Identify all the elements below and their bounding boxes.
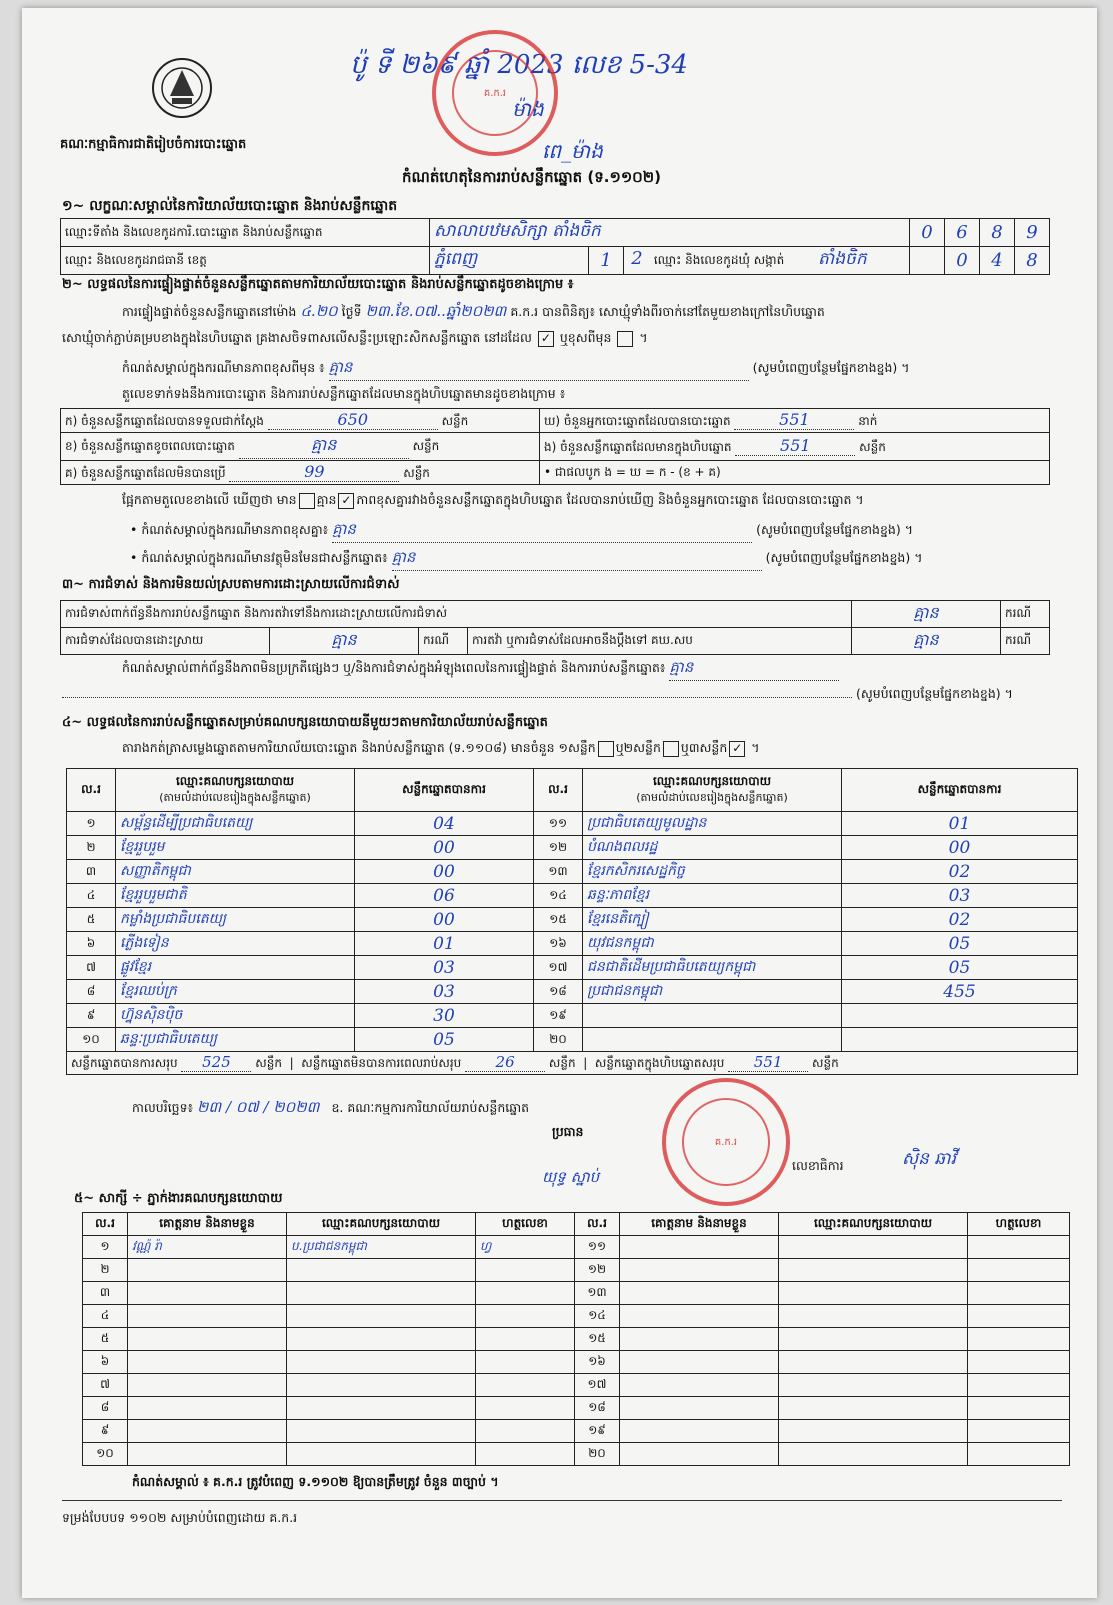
table-row	[83, 1305, 1070, 1328]
voters-count-value: 551	[734, 410, 854, 430]
party-name-cell: ខ្មែររួបរួមជាតិ	[116, 884, 355, 908]
note3: • កំណត់សម្គាល់ក្នុងករណីមានវត្ថុមិនមែនជាសន្លឹកឆ្នោត៖ គ្មាន (សូមបំពេញបន្ថែមផ្នែកខាងខ្នង) ។	[130, 548, 1070, 571]
witness-name-cell	[620, 1328, 779, 1351]
witness-signature-cell	[476, 1374, 575, 1397]
figures-table: ក) ចំនួនសន្លឹកឆ្នោតដែលបានទទួលជាក់ស្តែង 650 សន្លឹក ឃ) ចំនួនអ្នកបោះឆ្នោតដែលបានបោះឆ្នោត 551 នាក់ ខ) ចំនួនសន្លឹកឆ្នោតខូចពេលបោះឆ្នោត គ្មាន សន្លឹក ង) ចំនួនសន្លឹកឆ្នោតដែលមានក្នុងហិបឆ្នោត 551 សន្លឹក គ) ចំនួនសន្លឹកឆ្នោតដែលមិនបានប្រើ 99 សន្លឹក • ជាផលបូក ង = ឃ = ក - (ខ + គ)	[60, 408, 1050, 485]
date-line: កាលបរិច្ឆេទ៖ ២៣ / ០៧ / ២០២៣ ឧ. គណៈកម្មការការិយាល័យរាប់សន្លឹកឆ្នោត	[132, 1098, 530, 1116]
date-value: ២៣ / ០៧ / ២០២៣	[197, 1098, 320, 1116]
party-name-cell: សម្ព័ន្ធដើម្បីប្រជាធិបតេយ្យ	[116, 812, 355, 836]
verification-line1: ការផ្ទៀងផ្ទាត់ចំនួនសន្លឹកឆ្នោតនៅម៉ោង ៤.២០ ថ្ងៃទី ២៣.ខែ.០៧..ឆ្នាំ២០២៣ គ.ក.រ បានពិនិត្យ៖ សោឃ្មុំទាំងពីរចាក់នៅតែមួយខាងក្រៅនៃហិបឆ្នោត	[122, 302, 825, 320]
witness-signature-cell	[968, 1305, 1070, 1328]
vote-count-cell	[842, 1004, 1078, 1028]
chair-label: ប្រធាន	[552, 1124, 584, 1139]
row-number-cell: ៣	[67, 860, 116, 884]
formula: • ជាផលបូក ង = ឃ = ក - (ខ + គ)	[540, 461, 1050, 485]
two-sheet-checkbox[interactable]	[663, 741, 679, 757]
witness-name-cell	[620, 1374, 779, 1397]
official-stamp-top: គ.ក.រ	[432, 30, 558, 156]
vote-count-cell: 06	[355, 884, 534, 908]
province-label: ឈ្មោះ និងលេខកូដរាជធានី ខេត្ត	[61, 247, 430, 275]
row-number-cell: ៤	[83, 1305, 128, 1328]
row-number-cell: ១៧	[575, 1374, 620, 1397]
row-number-cell: ១៩	[534, 1004, 583, 1028]
secretary-name: ស៊ិន ឆាវី	[902, 1149, 956, 1169]
witness-signature-cell	[476, 1305, 575, 1328]
witness-party-cell	[287, 1420, 476, 1443]
table-row	[83, 1328, 1070, 1351]
total-invalid-value: 26	[465, 1053, 545, 1072]
witness-signature-cell	[968, 1374, 1070, 1397]
row-number-cell: ៦	[67, 932, 116, 956]
spoiled-ballots-value: គ្មាន	[239, 434, 409, 459]
location-code-digit: 9	[1015, 219, 1050, 247]
verification-line2: សោឃ្មុំចាក់ភ្ជាប់គម្របខាងក្នុងនៃហិបឆ្នោត គ្រងាសចិទពាសលើសន្លឹះប្រឡោះសិកសន្លឹកឆ្នោត នៅដដែល ✓ ឬខុសពីមុន ។	[62, 330, 648, 345]
witness-name-cell	[128, 1374, 287, 1397]
row-number-cell: ១៦	[575, 1351, 620, 1374]
witness-signature-cell	[476, 1443, 575, 1466]
table-row	[67, 908, 1078, 932]
row-number-cell: ១	[83, 1236, 128, 1259]
party-name-cell: ផ្លូវខ្មែរ	[116, 956, 355, 980]
row-number-cell: ២០	[575, 1443, 620, 1466]
table-row	[67, 980, 1078, 1004]
doc-title: កំណត់ហេតុនៃការរាប់សន្លឹកឆ្នោត (ទ.១១០២)	[402, 168, 662, 186]
party-name-cell: ឆន្ទៈភាពខ្មែរ	[583, 884, 842, 908]
under-stamp-handwriting: ពេ_ម៉ាង	[542, 139, 603, 163]
table-row	[83, 1282, 1070, 1305]
row-number-cell: ៩	[83, 1420, 128, 1443]
witness-party-cell	[779, 1351, 968, 1374]
witness-name-cell	[620, 1236, 779, 1259]
row-number-cell: ៦	[83, 1351, 128, 1374]
footer-note: កំណត់សម្គាល់ ៖ គ.ក.រ ត្រូវបំពេញ ទ.១១០២ ឱ្យបានត្រឹមត្រូវ ចំនួន ៣ច្បាប់ ។	[132, 1474, 499, 1489]
resolved-value: គ្មាន	[270, 628, 419, 655]
party-name-cell: ប្រជាជនកម្ពុជា	[583, 980, 842, 1004]
commune-code-digit: 8	[1015, 247, 1050, 275]
party-name-cell: កម្លាំងប្រជាធិបតេយ្យ	[116, 908, 355, 932]
witness-table: ល.រ គោត្តនាម និងនាមខ្លួន ឈ្មោះគណបក្សនយោបាយ ហត្ថលេខា ល.រ គោត្តនាម និងនាមខ្លួន ឈ្មោះគណបក្សនយោបាយ ហត្ថលេខា ១ វណ្ណ៉ រ៉ា ប.ប្រជាជនកម្ពុជា ហ្វ ១១ ២ ១២ ៣ ១៣ ៤ ១៤ ៥ ១៥ ៦ ១៦ ៧ ១៧ ៨ ១៨ ៩ ១៩ ១០ ២០	[82, 1212, 1070, 1466]
footer-bottom: ទម្រង់បែបបទ ១១០២ សម្រាប់បំពេញដោយ គ.ក.រ	[62, 1510, 298, 1525]
section1-title: ១~ លក្ខណៈសម្គាល់នៃការិយាល័យបោះឆ្នោត និងរាប់សន្លឹកឆ្នោត	[62, 198, 398, 214]
witness-signature-cell	[968, 1397, 1070, 1420]
row-number-cell: ១៨	[534, 980, 583, 1004]
note3-value: គ្មាន	[392, 548, 762, 571]
table-row	[83, 1443, 1070, 1466]
totals-row: សន្លឹកឆ្នោតបានការសរុប 525 សន្លឹក | សន្លឹកឆ្នោតមិនបានការពេលរាប់សរុប 26 សន្លឹក | សន្លឹកឆ្នោតក្នុងហិបឆ្នោតសរុប 551 សន្លឹក	[67, 1052, 1078, 1075]
witness-name-cell	[128, 1282, 287, 1305]
vote-count-cell: 05	[842, 956, 1078, 980]
witness-signature-cell	[476, 1351, 575, 1374]
vote-count-cell: 01	[842, 812, 1078, 836]
witness-name-cell	[128, 1351, 287, 1374]
objection-table: ការជំទាស់ពាក់ព័ន្ធនឹងការរាប់សន្លឹកឆ្នោត និងការតវ៉ាទៅនឹងការដោះស្រាយលើការជំទាស់ គ្មាន ករណី ការជំទាស់ដែលបានដោះស្រាយ គ្មាន ករណី ការតវ៉ា ឬការជំទាស់ដែលអាចនឹងប្តឹងទៅ គឃ.សប គ្មាន ករណី	[60, 600, 1050, 655]
unused-ballots-value: 99	[229, 462, 399, 482]
row-number-cell: ២០	[534, 1028, 583, 1052]
row-number-cell: ៨	[67, 980, 116, 1004]
row-number-cell: ២	[67, 836, 116, 860]
results-table: ល.រ ឈ្មោះគណបក្សនយោបាយ (តាមលំដាប់លេខរៀងក្នុងសន្លឹកឆ្នោត) សន្លឹកឆ្នោតបានការ ល.រ ឈ្មោះគណបក្សនយោបាយ (តាមលំដាប់លេខរៀងក្នុងសន្លឹកឆ្នោត) សន្លឹកឆ្នោតបានការ ១ សម្ព័ន្ធដើម្បីប្រជាធិបតេយ្យ 04 ១១ ប្រជាធិបតេយ្យមូលដ្ឋាន 01 ២ ខ្មែររួបរួម 00 ១២ បំណងពលរដ្ឋ 00 ៣ សញ្ញាតិកម្ពុជា 00 ១៣ ខ្មែរកសិករសេដ្ឋកិច្ច 02 ៤ ខ្មែររួបរួមជាតិ 06 ១៤ ឆន្ទៈភាពខ្មែរ 03 ៥ កម្លាំងប្រជាធិបតេយ្យ 00 ១៥ ខ្មែរនេតិក្បៀ 02 ៦ ភ្លើងទៀន 01 ១៦ យុវជនកម្ពុជា 05 ៧ ផ្លូវខ្មែរ 03 ១៧ ជនជាតិដើមប្រជាធិបតេយ្យកម្ពុជា 05 ៨ ខ្មែរឈប់ក្រ 03 ១៨ ប្រជាជនកម្ពុជា 455 ៩ ហ្វ៊ុនស៊ិនប៉ិច 30 ១៩ ១០ ឆន្ទៈប្រជាធិបតេយ្យ 05 ២០ សន្លឹកឆ្នោតបានការសរុប 525 សន្លឹក | សន្លឹកឆ្នោតមិនបានការពេលរាប់សរុប 26 សន្លឹក | សន្លឹកឆ្នោតក្នុងហិបឆ្នោតសរុប 551 សន្លឹក	[66, 768, 1078, 1075]
vote-count-cell: 03	[355, 980, 534, 1004]
party-name-cell: បំណងពលរដ្ឋ	[583, 836, 842, 860]
table-row	[67, 1004, 1078, 1028]
section5-title: ៥~ សាក្សី ÷ ភ្នាក់ងារគណបក្សនយោបាយ	[74, 1191, 283, 1206]
row-number-cell: ១២	[575, 1259, 620, 1282]
vote-count-cell: 00	[355, 836, 534, 860]
witness-signature-cell	[968, 1236, 1070, 1259]
table-row	[83, 1374, 1070, 1397]
party-name-cell: ខ្មែរនេតិក្បៀ	[583, 908, 842, 932]
vote-count-cell: 03	[355, 956, 534, 980]
row-number-cell: ៥	[83, 1328, 128, 1351]
row-number-cell: ១៣	[575, 1282, 620, 1305]
vote-count-cell: 04	[355, 812, 534, 836]
section1-table	[60, 218, 1050, 275]
vote-count-cell: 02	[842, 860, 1078, 884]
no-difference-checkbox[interactable]: ✓	[338, 493, 354, 509]
vote-count-cell: 01	[355, 932, 534, 956]
witness-signature-cell	[476, 1397, 575, 1420]
witness-party-cell	[779, 1236, 968, 1259]
table-row	[83, 1351, 1070, 1374]
nec-emblem-icon	[150, 56, 214, 120]
witness-signature-cell: ហ្វ	[476, 1236, 575, 1259]
vote-count-cell: 03	[842, 884, 1078, 908]
witness-party-cell	[287, 1305, 476, 1328]
location-label: ឈ្មោះទីតាំង និងលេខកូដការិ.បោះឆ្នោត និងរាប់សន្លឹកឆ្នោត	[61, 219, 430, 247]
witness-party-cell	[779, 1443, 968, 1466]
witness-name-cell: វណ្ណ៉ រ៉ា	[128, 1236, 287, 1259]
row-number-cell: ១៦	[534, 932, 583, 956]
table-row	[67, 956, 1078, 980]
witness-signature-cell	[968, 1420, 1070, 1443]
verification-date: ២៣.ខែ.០៧..ឆ្នាំ២០២៣	[365, 302, 507, 320]
table-row	[83, 1397, 1070, 1420]
location-code-digit: 6	[945, 219, 980, 247]
appeal-label: ការតវ៉ា ឬការជំទាស់ដែលអាចនឹងប្តឹងទៅ គឃ.សប	[468, 628, 852, 655]
witness-party-cell	[287, 1374, 476, 1397]
row-number-cell: ៧	[67, 956, 116, 980]
note1: កំណត់សម្គាល់ក្នុងករណីមានភាពខុសពីមុន ៖ គ្មាន (សូមបំពេញបន្ថែមផ្នែកខាងខ្នង) ។	[122, 358, 1072, 381]
witness-party-cell	[287, 1259, 476, 1282]
witness-name-cell	[128, 1420, 287, 1443]
irregularity-note-line2: (សូមបំពេញបន្ថែមផ្នែកខាងខ្នង) ។	[62, 686, 1072, 705]
row-number-cell: ១១	[534, 812, 583, 836]
compare-line: ផ្អែកតាមតួលេខខាងលើ ឃើញថា មាន គ្មាន ✓ ភាពខុសគ្នារវាងចំនួនសន្លឹកឆ្នោតក្នុងហិបឆ្នោត ដែលបានរាប់ឃើញ និងចំនួនអ្នកបោះឆ្នោត ដែលបានបោះឆ្នោត ។	[122, 492, 864, 507]
ballots-in-box-value: 551	[735, 436, 855, 456]
witness-party-cell	[779, 1374, 968, 1397]
commune-code-digit: 0	[945, 247, 980, 275]
vote-count-cell	[842, 1028, 1078, 1052]
commune-label: ឈ្មោះ និងលេខកូដឃុំ សង្កាត់	[653, 253, 785, 267]
party-name-cell: ឆន្ទៈប្រជាធិបតេយ្យ	[116, 1028, 355, 1052]
vote-count-cell: 05	[355, 1028, 534, 1052]
province-value: ភ្នំពេញ	[430, 247, 589, 275]
table-row	[67, 860, 1078, 884]
section2-title: ២~ លទ្ធផលនៃការផ្ទៀងផ្ទាត់ចំនួនសន្លឹកឆ្នោតតាមការិយាល័យបោះឆ្នោត និងរាប់សន្លឹកឆ្នោតដូចខាងក្រោម ៖	[62, 277, 574, 292]
vote-count-cell: 00	[355, 908, 534, 932]
party-name-cell	[583, 1004, 842, 1028]
witness-party-cell: ប.ប្រជាជនកម្ពុជា	[287, 1236, 476, 1259]
table-row	[67, 812, 1078, 836]
witness-signature-cell	[476, 1328, 575, 1351]
vote-count-cell: 00	[842, 836, 1078, 860]
witness-signature-cell	[968, 1351, 1070, 1374]
table-row	[83, 1236, 1070, 1259]
verification-time: ៤.២០	[300, 302, 338, 320]
row-number-cell: ១០	[83, 1443, 128, 1466]
row-number-cell: ១២	[534, 836, 583, 860]
party-name-cell: សញ្ញាតិកម្ពុជា	[116, 860, 355, 884]
chair-name: យុទ្ធ ស្នាប់	[542, 1168, 600, 1186]
has-difference-checkbox[interactable]	[299, 493, 315, 509]
location-code-digit: 0	[910, 219, 945, 247]
section4-intro: តារាងកត់ត្រាសម្លេងឆ្នោតតាមការិយាល័យបោះឆ្នោត និងរាប់សន្លឹកឆ្នោត (ទ.១១០៨) មានចំនួន ១សន្លឹក ឬ២សន្លឹក ឬ៣សន្លឹក ✓ ។	[122, 740, 760, 755]
row-number-cell: ១៤	[534, 884, 583, 908]
official-stamp-bottom: គ.ក.រ	[662, 1078, 790, 1206]
party-name-cell: ភ្លើងទៀន	[116, 932, 355, 956]
witness-party-cell	[779, 1259, 968, 1282]
table-row	[67, 884, 1078, 908]
party-name-cell: ខ្មែរកសិករសេដ្ឋកិច្ច	[583, 860, 842, 884]
party-name-cell: ប្រជាធិបតេយ្យមូលដ្ឋាន	[583, 812, 842, 836]
province-code-digit: 2	[631, 248, 643, 269]
appeal-value: គ្មាន	[852, 628, 1001, 655]
one-sheet-checkbox[interactable]	[598, 741, 614, 757]
vote-count-cell: 02	[842, 908, 1078, 932]
witness-name-cell	[620, 1282, 779, 1305]
vote-count-cell: 00	[355, 860, 534, 884]
section4-title: ៤~ លទ្ធផលនៃការរាប់សន្លឹកឆ្នោតសម្រាប់គណបក្សនយោបាយនីមួយៗតាមការិយាល័យរាប់សន្លឹកឆ្នោត	[62, 715, 548, 730]
party-name-cell: ជនជាតិដើមប្រជាធិបតេយ្យកម្ពុជា	[583, 956, 842, 980]
row-number-cell: ១៤	[575, 1305, 620, 1328]
note2-value: គ្មាន	[332, 520, 752, 543]
witness-party-cell	[779, 1282, 968, 1305]
party-name-cell: ខ្មែរឈប់ក្រ	[116, 980, 355, 1004]
row-number-cell: ១៩	[575, 1420, 620, 1443]
table-row	[83, 1420, 1070, 1443]
witness-party-cell	[779, 1397, 968, 1420]
note2: • កំណត់សម្គាល់ក្នុងករណីមានភាពខុសគ្នា៖ គ្មាន (សូមបំពេញបន្ថែមផ្នែកខាងខ្នង) ។	[130, 520, 1070, 543]
witness-signature-cell	[476, 1420, 575, 1443]
witness-signature-cell	[968, 1443, 1070, 1466]
unchanged-checkbox[interactable]: ✓	[538, 331, 554, 347]
witness-signature-cell	[968, 1259, 1070, 1282]
irregularity-value: គ្មាន	[669, 658, 839, 681]
witness-signature-cell	[968, 1282, 1070, 1305]
vote-count-cell: 30	[355, 1004, 534, 1028]
vote-count-cell: 05	[842, 932, 1078, 956]
witness-party-cell	[287, 1351, 476, 1374]
party-name-cell: ហ្វ៊ុនស៊ិនប៉ិច	[116, 1004, 355, 1028]
row-number-cell: ១០	[67, 1028, 116, 1052]
row-number-cell: ៨	[83, 1397, 128, 1420]
total-box-value: 551	[728, 1053, 808, 1072]
resolved-label: ការជំទាស់ដែលបានដោះស្រាយ	[61, 628, 270, 655]
row-number-cell: ៣	[83, 1282, 128, 1305]
witness-name-cell	[620, 1420, 779, 1443]
commune-code-digit: 4	[980, 247, 1015, 275]
handwritten-reference: ប៉ូ ទី ២៦៩ ឆ្នាំ 2023 លេខ 5-34	[350, 50, 688, 80]
witness-name-cell	[128, 1443, 287, 1466]
witness-name-cell	[128, 1305, 287, 1328]
row-number-cell: ១៥	[534, 908, 583, 932]
vote-count-cell: 455	[842, 980, 1078, 1004]
table-row	[67, 932, 1078, 956]
row-number-cell: ១	[67, 812, 116, 836]
commune-value: តាំងចិក	[818, 249, 867, 269]
witness-name-cell	[128, 1259, 287, 1282]
secretary-label: លេខាធិការ	[792, 1158, 844, 1173]
row-number-cell: ៥	[67, 908, 116, 932]
row-number-cell: ១៨	[575, 1397, 620, 1420]
province-code-digit: 1	[589, 247, 624, 275]
witness-party-cell	[287, 1397, 476, 1420]
results-body	[67, 812, 1078, 1052]
table-row	[67, 1028, 1078, 1052]
row-number-cell: ២	[83, 1259, 128, 1282]
received-ballots-value: 650	[268, 410, 438, 430]
party-name-cell: យុវជនកម្ពុជា	[583, 932, 842, 956]
witness-name-cell	[620, 1351, 779, 1374]
row-number-cell: ៩	[67, 1004, 116, 1028]
stamp-signature: ម៉ាង	[512, 97, 544, 121]
row-number-cell: ១៧	[534, 956, 583, 980]
irregularity-note: កំណត់សម្គាល់ពាក់ព័ន្ធនឹងភាពមិនប្រក្រតីផ្សេងៗ ឬ/និងការជំទាស់ក្នុងអំឡុងពេលនៃការផ្ទៀងផ្ទាត់ និងការរាប់សន្លឹកឆ្នោត៖ គ្មាន	[122, 658, 1072, 681]
location-code-digit: 8	[980, 219, 1015, 247]
form-paper	[22, 8, 1097, 1598]
party-name-cell	[583, 1028, 842, 1052]
witness-body	[83, 1236, 1070, 1466]
witness-signature-cell	[476, 1282, 575, 1305]
witness-name-cell	[128, 1328, 287, 1351]
three-sheet-checkbox[interactable]: ✓	[729, 741, 745, 757]
witness-party-cell	[287, 1282, 476, 1305]
figures-intro: តួលេខទាក់ទងនឹងការបោះឆ្នោត និងការរាប់សន្លឹកឆ្នោតដែលមានក្នុងហិបឆ្នោតមានដូចខាងក្រោម ៖	[122, 386, 566, 401]
witness-signature-cell	[968, 1328, 1070, 1351]
table-row	[83, 1259, 1070, 1282]
witness-name-cell	[620, 1443, 779, 1466]
table-row	[67, 836, 1078, 860]
witness-name-cell	[620, 1397, 779, 1420]
row-number-cell: ១៥	[575, 1328, 620, 1351]
witness-party-cell	[287, 1328, 476, 1351]
witness-name-cell	[128, 1397, 287, 1420]
row-number-cell: ៧	[83, 1374, 128, 1397]
objection-label: ការជំទាស់ពាក់ព័ន្ធនឹងការរាប់សន្លឹកឆ្នោត និងការតវ៉ាទៅនឹងការដោះស្រាយលើការជំទាស់	[61, 601, 852, 628]
witness-name-cell	[620, 1259, 779, 1282]
changed-checkbox[interactable]	[617, 331, 633, 347]
section3-title: ៣~ ការជំទាស់ និងការមិនយល់ស្របតាមការដោះស្រាយលើការជំទាស់	[62, 577, 400, 592]
witness-party-cell	[779, 1328, 968, 1351]
witness-name-cell	[620, 1305, 779, 1328]
witness-party-cell	[287, 1443, 476, 1466]
row-number-cell: ១១	[575, 1236, 620, 1259]
row-number-cell: ១៣	[534, 860, 583, 884]
party-name-cell: ខ្មែររួបរួម	[116, 836, 355, 860]
objection-value: គ្មាន	[852, 601, 1001, 628]
witness-signature-cell	[476, 1259, 575, 1282]
witness-party-cell	[779, 1420, 968, 1443]
note1-value: គ្មាន	[329, 358, 749, 381]
org-name: គណៈកម្មាធិការជាតិរៀបចំការបោះឆ្នោត	[60, 137, 247, 152]
row-number-cell: ៤	[67, 884, 116, 908]
footer-rule	[62, 1500, 1062, 1501]
total-valid-value: 525	[181, 1053, 251, 1072]
location-value: សាលាបឋមសិក្សា តាំងចិក	[430, 219, 910, 247]
witness-party-cell	[779, 1305, 968, 1328]
